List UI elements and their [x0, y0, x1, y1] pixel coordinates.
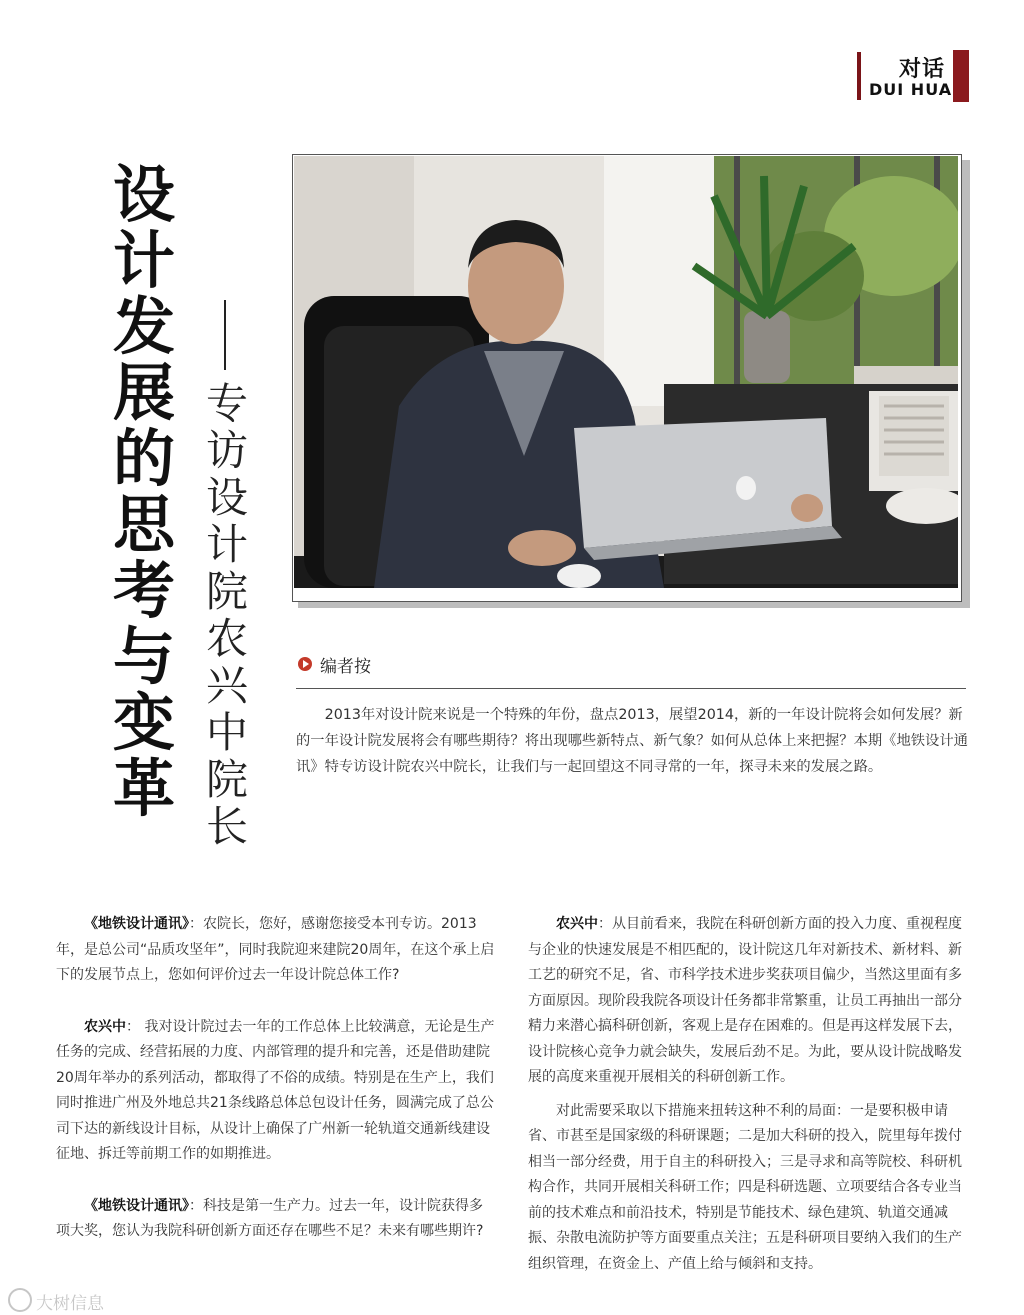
play-arrow-icon	[298, 657, 312, 671]
speaker-label: 《地铁设计通讯》	[84, 1197, 189, 1214]
right-column	[528, 912, 970, 1285]
article-subtitle: 专访设计院农兴中院长	[205, 379, 248, 851]
paragraph-text: ：科技是第一生产力。过去一年，设计院获得多项大奖，您认为我院科研创新方面还存在哪些不足？未来有哪些期许?	[56, 1197, 484, 1239]
paragraph-text: ：农院长，您好，感谢您接受本刊专访。2013年，是总公司“品质攻坚年”，同时我院迎来建院20周年，在这个承上启下的发展节点上，您如何评价过去一年设计院总体工作?	[56, 916, 495, 983]
paragraph-text: ： 我对设计院过去一年的工作总体上比较满意，无论是生产任务的完成、经营拓展的力度、内部管理的提升和完善，还是借助建院20周年举办的系列活动，都取得了不俗的成绩。特别是在生产上，我们同时推进广州及外地总共21条线路总体总包设计任务，圆满完成了总公司下达的新线设计目标，从设计上确保了广州新一轮轨道交通新线建设征地、拆迁等前期工作的如期推进。	[56, 1018, 495, 1162]
speaker-label: 《地铁设计通讯》	[84, 916, 189, 932]
watermark	[8, 1286, 158, 1312]
speaker-label: 农兴中	[556, 916, 598, 932]
interview-photo	[294, 156, 958, 588]
section-bar-left	[857, 52, 861, 100]
left-column	[56, 912, 496, 1271]
subtitle-dash	[224, 300, 226, 370]
paragraph-text: ：从目前看来，我院在科研创新方面的投入力度、重视程度与企业的快速发展是不相匹配的，设计院这几年对新技术、新材料、新工艺的研究不足，省、市科学技术进步奖获项目偏少，当然这里面有多方面原因。现阶段我院各项设计任务都非常繁重，让员工再抽出一部分精力来潜心搞科研创新，客观上是存在困难的。但是再这样发展下去，设计院核心竞争力就会缺失，发展后劲不足。为此，要从设计院战略发展的高度来重视开展相关的科研创新工作。	[528, 916, 962, 1085]
editor-note-label: 编者按	[320, 657, 371, 677]
section-tag	[855, 50, 973, 102]
section-title-cn: 对话	[899, 57, 946, 82]
section-bar-right	[953, 50, 969, 102]
qa-paragraph	[528, 1099, 970, 1278]
speaker-label: 农兴中	[84, 1018, 126, 1035]
section-title-en: DUI HUA	[869, 80, 953, 99]
editor-note-text: 2013年对设计院来说是一个特殊的年份，盘点2013，展望2014，新的一年设计院将会如何发展？新的一年设计院发展将会有哪些期待？将出现哪些新特点、新气象？如何从总体上来把握？本期《地铁设计通讯》特专访设计院农兴中院长，让我们与一起回望这不同寻常的一年，探寻未来的发展之路。	[296, 707, 968, 775]
watermark-text: 大树信息	[36, 1294, 104, 1314]
article-title: 设计发展的思考与变革	[112, 158, 175, 825]
qa-paragraph	[528, 912, 970, 1091]
qa-paragraph	[56, 912, 496, 989]
qa-paragraph	[56, 1194, 496, 1245]
watermark-logo-icon	[8, 1288, 32, 1312]
paragraph-text: 对此需要采取以下措施来扭转这种不利的局面：一是要积极申请省、市甚至是国家级的科研课题；二是加大科研的投入，院里每年拨付相当一部分经费，用于自主的科研投入；三是寻求和高等院校、科研机构合作，共同开展相关科研工作；四是科研选题、立项要结合各专业当前的技术难点和前沿技术，特别是节能技术、绿色建筑、轨道交通减振、杂散电流防护等方面要重点关注；五是科研项目要纳入我们的生产组织管理，在资金上、产值上给与倾斜和支持。	[528, 1102, 962, 1272]
editor-note-header	[296, 654, 966, 689]
qa-paragraph	[56, 1015, 496, 1168]
